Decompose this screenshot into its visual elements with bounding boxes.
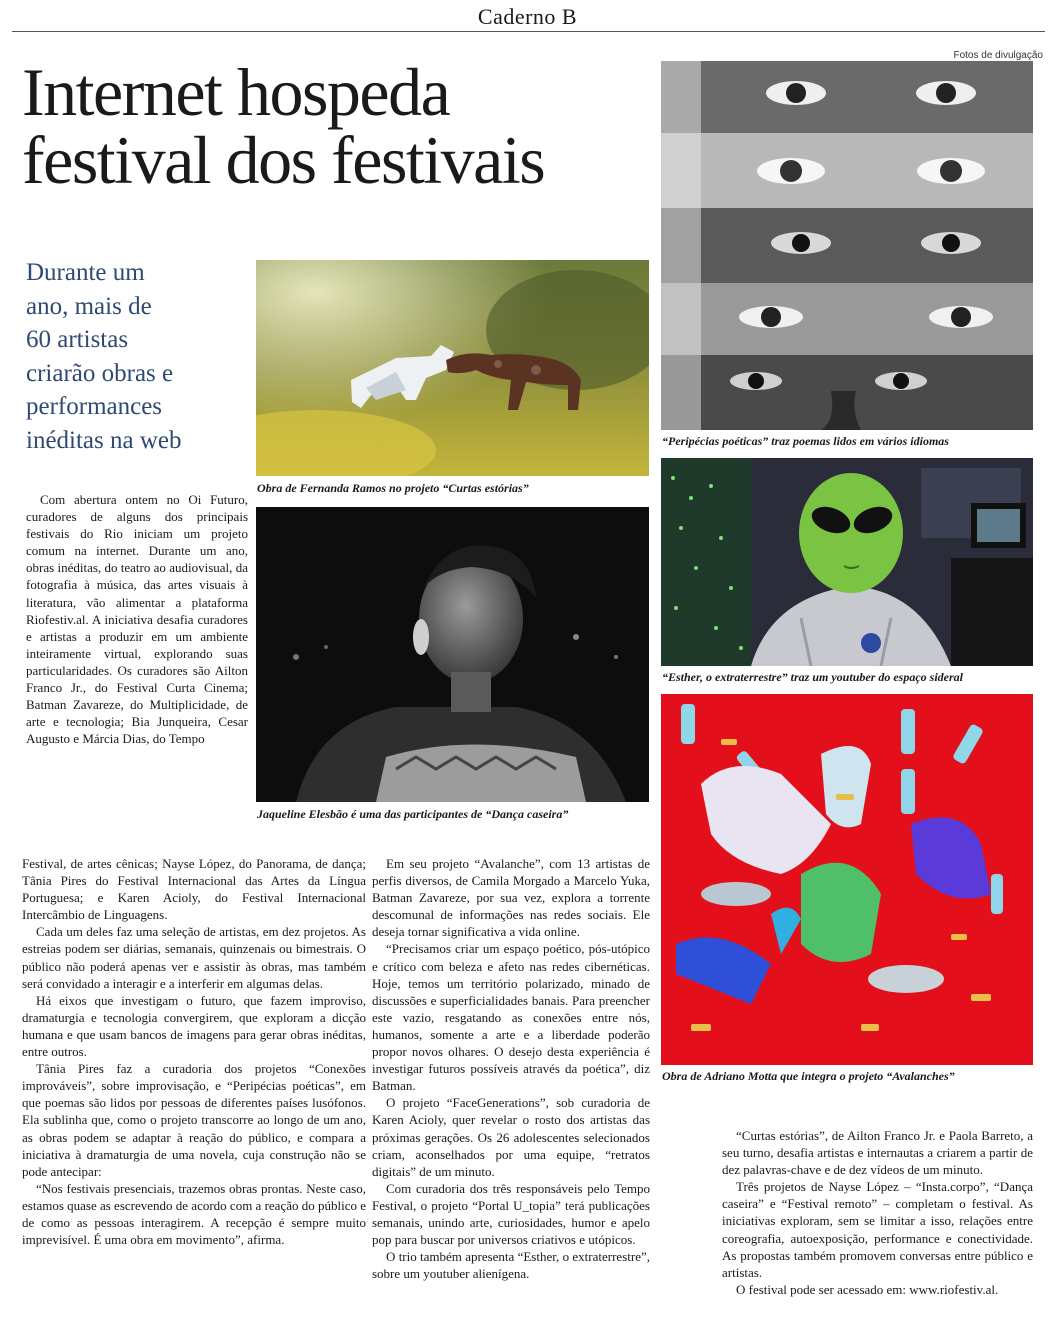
- photo-eyes: [661, 61, 1033, 430]
- section-rule: [12, 31, 1045, 32]
- headline: [22, 54, 662, 198]
- deck-line: inéditas na web: [26, 426, 182, 454]
- photo-dog: [256, 260, 649, 476]
- body-paragraph: O projeto “FaceGenerations”, sob curadoria de Karen Acioly, quer revelar o rosto dos artistas das próximas gerações. Os 26 adolescentes selecionados criam, aconselhados por uma equipe, “retratos digitais” de um minuto.: [372, 1095, 650, 1179]
- deck-line: 60 artistas: [26, 326, 129, 353]
- photo-alien-image: [661, 458, 1033, 666]
- photo-red-image: [661, 694, 1033, 1065]
- body-column-2: [372, 855, 650, 1282]
- body-paragraph: Três projetos de Nayse López – “Insta.corpo”, “Dança caseira” e “Festival remoto” – completam o festival. As iniciativas exploram, sem se limitar a isso, relações entre coreografia, autoexposição, performance e conectividade. As propostas também promovem conversas entre público e artistas.: [722, 1179, 1033, 1280]
- body-paragraph: O festival pode ser acessado em: www.riofestiv.al.: [736, 1281, 999, 1297]
- caption-eyes: “Peripécias poéticas” traz poemas lidos em vários idiomas: [662, 434, 949, 448]
- body-paragraph: Em seu projeto “Avalanche”, com 13 artistas de perfis diversos, de Camila Morgado a Marcelo Yuka, Batman Zavareze, por sua vez, explora a torrente descomunal de informações nas redes sociais. Ele deseja tornar significativa a vida online.: [372, 856, 650, 940]
- headline-line: Internet hospeda: [22, 54, 450, 130]
- body-paragraph: “Precisamos criar um espaço poético, pós-utópico e crítico com beleza e afeto nas redes cibernéticas. Hoje, temos um território polarizado, minado de discussões e superficialidades banais. Para preencher este vazio, resgatando as conexões entre nós, humanos, somente a arte e a liberdade poderão propor novos olhares. O desejo desta experiência é investigar futuros possíveis através da poética”, diz Batman.: [372, 941, 650, 1094]
- body-paragraph: Há eixos que investigam o futuro, que fazem improviso, dramaturgia e tecnologia convergirem, que exploram a dicção humana e que usam bancos de imagens para gerar obras inéditas, entre outros.: [22, 992, 366, 1060]
- deck-line: criarão obras e: [26, 359, 174, 387]
- body-paragraph: O trio também apresenta “Esther, o extraterrestre”, sobre um youtuber alienígena.: [372, 1249, 650, 1282]
- caption-dog: Obra de Fernanda Ramos no projeto “Curtas estórias”: [257, 481, 529, 495]
- body-column-1-top: [26, 491, 248, 867]
- photo-dancer: [256, 507, 649, 802]
- photo-red: [661, 694, 1033, 1065]
- body-column-3: [722, 1127, 1033, 1298]
- deck-line: performances: [26, 393, 163, 420]
- body-paragraph: Com abertura ontem no Oi Futuro, curadores de alguns dos principais festivais do Rio iniciam um projeto comum na internet. Durante um ano, obras inéditas, do teatro ao audiovisual, da fotografia à música, das artes visuais à literatura, vão alimentar a plataforma Riofestiv.al. A iniciativa desafia curadores e artistas a produzir em um ambiente inteiramente virtual, explorando suas particularidades. Os curadores são Ailton Franco Jr., do Festival Curta Cinema; Batman Zavareze, do Multiplicidade, de arte e tecnologia; Bia Junqueira, Cesar Augusto e Márcia Dias, do Tempo: [26, 492, 248, 747]
- body-column-1-bottom: [22, 855, 366, 1248]
- deck-line: Durante um: [26, 259, 145, 286]
- caption-alien: “Esther, o extraterrestre” traz um youtuber do espaço sideral: [662, 670, 964, 684]
- body-paragraph: Festival, de artes cênicas; Nayse López, do Panorama, de dança; Tânia Pires do Festival Internacional das Artes da Língua Portuguesa; e Karen Acioly, do Festival Internacional Intercâmbio de Linguagens.: [22, 856, 366, 923]
- body-paragraph: Tânia Pires faz a curadoria dos projetos “Conexões improváveis”, sobre improvisação, e “Peripécias poéticas”, em que poemas são lidos por pessoas de diferentes países lusófonos. Ela sublinha que, como o projeto transcorre ao longo de um ano, as obras podem se adaptar à reação do público, e compara a iniciativa à dramaturgia de uma novela, cuja construção não se pode antecipar:: [22, 1061, 366, 1179]
- deck-line: ano, mais de: [26, 292, 152, 320]
- photo-dog-image: [256, 260, 649, 476]
- photo-alien: [661, 458, 1033, 666]
- deck: [26, 256, 246, 457]
- caption-red: Obra de Adriano Motta que integra o projeto “Avalanches”: [662, 1069, 955, 1083]
- body-paragraph: “Curtas estórias”, de Ailton Franco Jr. e Paola Barreto, a seu turno, desafia artistas e internautas a criarem a partir de dez palavras-chave e de dez vídeos de um minuto.: [722, 1128, 1033, 1178]
- body-paragraph: Com curadoria dos três responsáveis pelo Tempo Festival, o projeto “Portal U_topia” terá publicações semanais, unindo arte, curiosidades, humor e apelo pop para buscar por universos criativos e utópicos.: [372, 1180, 650, 1248]
- body-paragraph: Cada um deles faz uma seleção de artistas, em dez projetos. As estreias podem ser diárias, semanais, quinzenais ou bimestrais. O público não poderá apenas ver e assistir às obras, mas também será convidado a interagir e a interferir em algumas delas.: [22, 924, 366, 991]
- photo-dancer-image: [256, 507, 649, 802]
- photo-credit: Fotos de divulgação: [953, 50, 1043, 61]
- headline-line: festival dos festivais: [22, 122, 545, 198]
- photo-eyes-image: [661, 61, 1033, 430]
- caption-dancer: Jaqueline Elesbão é uma das participantes de “Dança caseira”: [257, 807, 569, 821]
- body-paragraph: “Nos festivais presenciais, trazemos obras prontas. Neste caso, estamos quase as escrevendo de acordo com a reação do público e de como as pessoas interagirem. A recepção é sempre muito imprevisível. É uma obra em movimento”, afirma.: [22, 1180, 366, 1248]
- section-label: Caderno B: [477, 4, 578, 29]
